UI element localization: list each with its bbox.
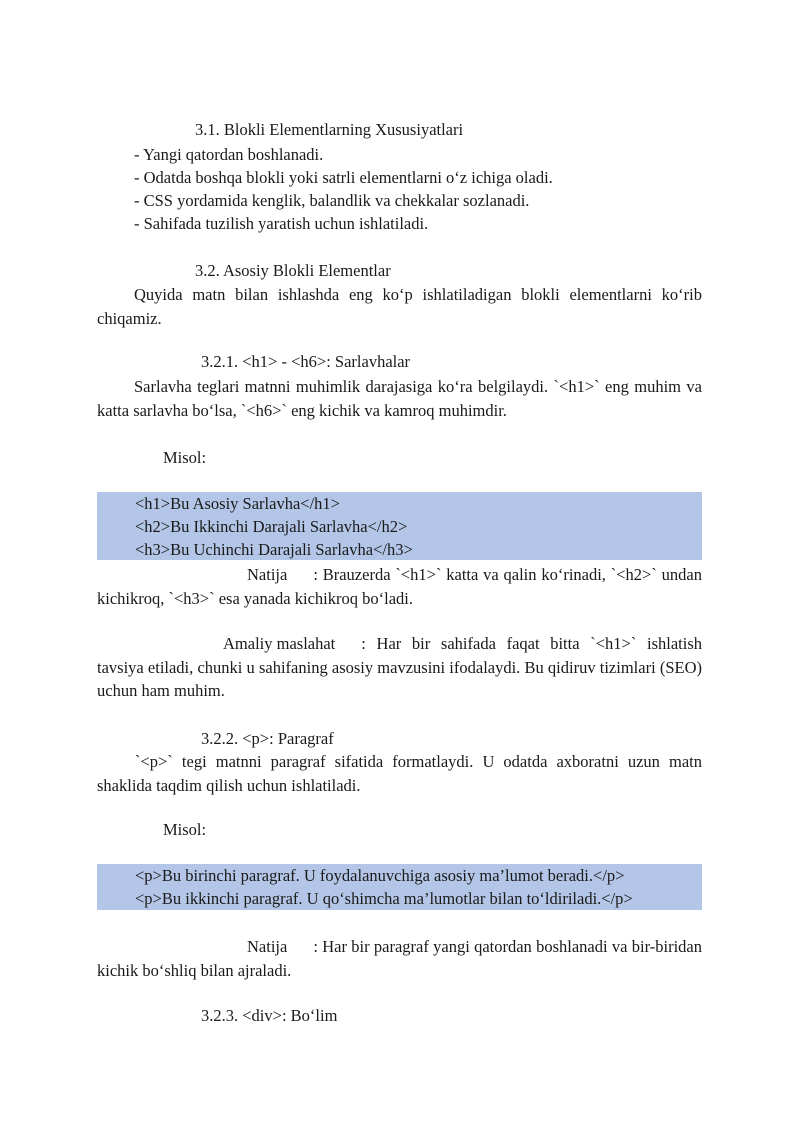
bullet-item: - CSS yordamida kenglik, balandlik va chekkalar sozlanadi. <box>134 191 530 210</box>
result-text: : Har bir paragraf yangi qatordan boshlanadi va bir-biridan kichik bo‘shliq bilan ajraladi. <box>97 937 702 980</box>
section-heading-3-2-2: 3.2.2. <p>: Paragraf <box>201 729 334 748</box>
code-line: <p>Bu birinchi paragraf. U foydalanuvchiga asosiy ma’lumot beradi.</p> <box>135 866 625 885</box>
section-heading-3-1: 3.1. Blokli Elementlarning Xususiyatlari <box>195 120 464 139</box>
section-heading-3-2-3: 3.2.3. <div>: Bo‘lim <box>201 1006 338 1025</box>
code-line: <h2>Bu Ikkinchi Darajali Sarlavha</h2> <box>135 517 408 536</box>
result-text: : Brauzerda `<h1>` katta va qalin ko‘rinadi, `<h2>` undan kichikroq, `<h3>` esa yanada kichikroq bo‘ladi. <box>97 565 702 608</box>
example-label: Misol: <box>163 820 207 839</box>
section-heading-3-2: 3.2. Asosiy Blokli Elementlar <box>195 261 391 280</box>
code-block-headings <box>97 492 702 560</box>
tip-paragraph <box>97 632 702 703</box>
result-label: Natija <box>247 937 288 956</box>
tip-label: Amaliy maslahat <box>223 634 336 653</box>
code-line: <h1>Bu Asosiy Sarlavha</h1> <box>135 494 340 513</box>
code-line: <p>Bu ikkinchi paragraf. U qo‘shimcha ma’lumotlar bilan to‘ldiriladi.</p> <box>135 889 633 908</box>
paragraph-paragraph: `<p>` tegi matnni paragraf sifatida formatlaydi. U odatda axboratni uzun matn shaklida taqdim qilish uchun ishlatiladi. <box>97 752 702 795</box>
tip-text: : Har bir sahifada faqat bitta `<h1>` ishlatish tavsiya etiladi, chunki u sahifaning asosiy mavzusini ifodalaydi. Bu qidiruv tizimlari (SEO) uchun ham muhim. <box>97 634 702 700</box>
code-block-paragraph <box>97 864 702 910</box>
bullet-item: - Odatda boshqa blokli yoki satrli elementlarni o‘z ichiga oladi. <box>134 168 553 187</box>
bullet-item: - Sahifada tuzilish yaratish uchun ishlatiladi. <box>134 214 429 233</box>
headings-paragraph: Sarlavha teglari matnni muhimlik darajasiga ko‘ra belgilaydi. `<h1>` eng muhim va katta sarlavha bo‘lsa, `<h6>` eng kichik va kamroq muhimdir. <box>97 377 702 420</box>
example-label: Misol: <box>163 448 207 467</box>
code-line: <h3>Bu Uchinchi Darajali Sarlavha</h3> <box>135 540 413 559</box>
result-label: Natija <box>247 565 288 584</box>
result-paragraph <box>97 935 702 982</box>
section-heading-3-2-1: 3.2.1. <h1> - <h6>: Sarlavhalar <box>201 352 411 371</box>
bullet-item: - Yangi qatordan boshlanadi. <box>134 145 324 164</box>
intro-paragraph: Quyida matn bilan ishlashda eng ko‘p ishlatiladigan blokli elementlarni ko‘rib chiqamiz. <box>97 285 702 328</box>
result-paragraph <box>97 563 702 610</box>
